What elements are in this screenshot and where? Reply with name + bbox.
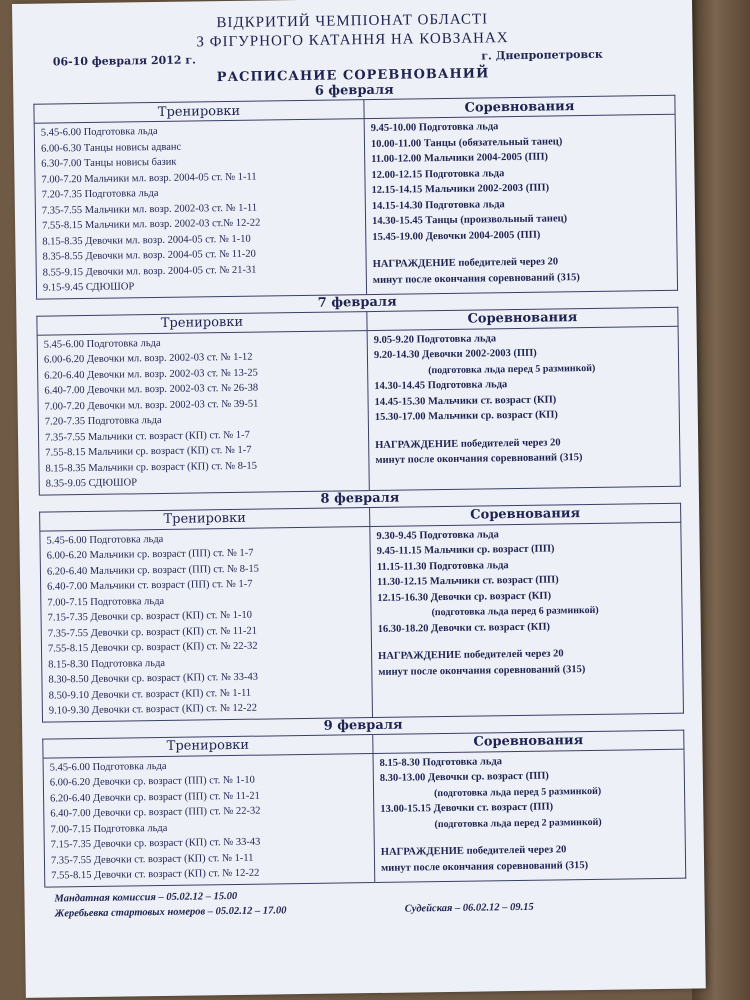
day-block <box>39 486 684 722</box>
training-item: 8.30-8.50 Девочки ср. возраст (КП) ст. № 33-43 <box>48 671 259 686</box>
event-dates: 06-10 февраля 2012 г. <box>52 53 197 69</box>
training-item: 7.35-7.55 Мальчики ст. возраст (КП) ст. № 1-7 <box>44 429 250 444</box>
competition-item: 11.15-11.30 Подготовка льда <box>376 559 509 573</box>
training-item: 7.35-7.55 Девочки ср. возраст (КП) ст. № 11-21 <box>47 625 258 640</box>
training-item: 6.40-7.00 Девочки мл. возр. 2002-03 ст. № 26-38 <box>44 382 259 397</box>
award-line-2: минут после окончания соревнований (315) <box>372 271 580 286</box>
footer-judges: Судейская – 06.02.12 – 09.15 <box>404 901 534 915</box>
training-item: 6.00-6.20 Девочки ср. возраст (ПП) ст. № 1-10 <box>49 774 255 789</box>
competitions-header: Соревнования <box>373 730 684 753</box>
training-item: 5.45-6.00 Подготовка льда <box>40 125 158 139</box>
day-title: 7 февраля <box>317 294 397 311</box>
competition-list <box>370 522 684 717</box>
training-item: 9.10-9.30 Девочки ст. возраст (КП) ст. № 12-22 <box>48 702 258 717</box>
competition-item: 10.00-11.00 Танцы (обязательный танец) <box>370 135 563 150</box>
competition-item: 9.05-9.20 Подготовка льда <box>373 332 497 346</box>
day-block <box>33 79 678 299</box>
training-item: 7.20-7.35 Подготовка льда <box>41 187 159 201</box>
award-note <box>381 841 681 876</box>
day-title: 8 февраля <box>320 490 400 507</box>
training-item: 7.55-8.15 Мальчики мл. возр. 2002-03 ст.№ 12-22 <box>42 217 261 232</box>
training-item: 7.35-7.55 Девочки ст. возраст (КП) ст. № 1-11 <box>50 852 254 867</box>
training-item: 6.00-6.30 Танцы новисы адванс <box>40 141 182 155</box>
competition-item: 15.45-19.00 Девочки 2004-2005 (ПП) <box>372 229 541 243</box>
day-table <box>33 95 678 299</box>
training-item: 6.40-7.00 Девочки ср. возраст (ПП) ст. № 22-32 <box>50 805 261 820</box>
day-block <box>36 290 681 495</box>
training-item: 8.35-8.55 Девочки мл. возр. 2004-05 ст. № 11-20 <box>42 248 256 263</box>
footer <box>54 882 684 921</box>
training-list <box>34 119 366 299</box>
training-header: Тренировки <box>34 100 364 124</box>
training-item: 5.45-6.00 Подготовка льда <box>46 533 164 547</box>
schedule-sheet <box>12 0 706 998</box>
competitions-header: Соревнования <box>367 307 678 330</box>
training-item: 7.15-7.35 Девочки ср. возраст (КП) ст. № 33-43 <box>50 836 261 851</box>
footer-mandate: Мандатная комиссия – 05.02.12 – 15.00 <box>54 890 238 904</box>
training-item: 9.15-9.45 СДЮШОР <box>42 281 135 294</box>
competition-item: 11.30-12.15 Мальчики ст. возраст (ПП) <box>377 574 559 588</box>
award-line-1: НАГРАЖДЕНИЕ победителей через 20 <box>372 256 559 270</box>
competition-item: 12.15-14.15 Мальчики 2002-2003 (ПП) <box>371 182 550 196</box>
day-table <box>39 502 684 722</box>
competition-list <box>367 326 680 490</box>
training-item: 8.50-9.10 Девочки ст. возраст (КП) ст. № 1-11 <box>48 687 252 702</box>
day-table <box>42 729 686 887</box>
training-item: 6.30-7.00 Танцы новисы базик <box>41 156 177 170</box>
training-item: 6.00-6.20 Мальчики ср. возраст (ПП) ст. № 1-7 <box>46 547 254 562</box>
award-line-2: минут после окончания соревнований (315) <box>381 859 589 874</box>
competition-item: 15.30-17.00 Мальчики ср. возраст (КП) <box>374 409 558 423</box>
training-item: 7.35-7.55 Мальчики мл. возр. 2002-03 ст. № 1-11 <box>41 202 258 217</box>
training-item: 7.55-8.15 Мальчики ср. возраст (КП) ст. № 1-7 <box>45 444 252 459</box>
training-header: Тренировки <box>43 734 373 758</box>
award-note <box>373 253 673 288</box>
training-item: 7.00-7.20 Мальчики мл. возр. 2004-05 ст. № 1-11 <box>41 171 257 186</box>
award-line-1: НАГРАЖДЕНИЕ победителей через 20 <box>375 436 561 451</box>
competition-item: 8.30-13.00 Девочки ср. возраст (ПП) <box>379 770 549 784</box>
training-item: 8.15-8.35 Мальчики ср. возраст (КП) ст. № 8-15 <box>45 460 258 475</box>
training-item: 7.15-7.35 Девочки ср. возраст (КП) ст. № 1-10 <box>47 609 252 624</box>
title-line-2: З ФІГУРНОГО КАТАННЯ НА КОВЗАНАХ <box>196 30 509 51</box>
competition-item: 13.00-15.15 Девочки ст. возраст (ПП) <box>380 801 554 815</box>
training-item: 6.20-6.40 Девочки мл. возр. 2002-03 ст. № 13-25 <box>44 367 258 382</box>
training-item: 7.55-8.15 Девочки ср. возраст (КП) ст. № 22-32 <box>47 640 258 655</box>
training-list <box>37 330 369 495</box>
training-header: Тренировки <box>40 507 370 531</box>
training-item: 7.20-7.35 Подготовка льда <box>44 414 162 428</box>
training-header: Тренировки <box>37 311 367 335</box>
competition-item: 8.15-8.30 Подготовка льда <box>379 755 503 769</box>
competition-item: (подготовка льда перед 2 разминкой) <box>434 816 602 830</box>
competition-item: 9.20-14.30 Девочки 2002-2003 (ПП) <box>373 347 537 361</box>
day-title: 6 февраля <box>314 82 394 99</box>
days-container <box>13 78 704 887</box>
training-item: 8.55-9.15 Девочки мл. возр. 2004-05 ст. № 21-31 <box>42 264 257 279</box>
competition-item: 9.45-10.00 Подготовка льда <box>370 121 499 135</box>
training-item: 6.00-6.20 Девочки мл. возр. 2002-03 ст. № 1-12 <box>43 351 253 366</box>
competition-list <box>364 114 677 294</box>
day-block <box>42 713 686 887</box>
training-item: 8.35-9.05 СДЮШОР <box>45 477 138 490</box>
training-list <box>40 526 373 722</box>
competition-item: 16.30-18.20 Девочки ст. возраст (КП) <box>377 621 551 635</box>
event-city: г. Днепропетровск <box>481 47 603 63</box>
training-item: 7.00-7.20 Девочки мл. возр. 2002-03 ст. № 39-51 <box>44 398 259 413</box>
competition-item: 14.45-15.30 Мальчики ст. возраст (КП) <box>374 393 557 408</box>
training-item: 6.20-6.40 Мальчики ср. возраст (ПП) ст. № 8-15 <box>46 563 260 578</box>
competition-item: 9.30-9.45 Подготовка льда <box>376 528 499 542</box>
training-item: 5.45-6.00 Подготовка льда <box>49 760 167 774</box>
competition-item: (подготовка льда перед 5 разминкой) <box>428 362 596 376</box>
training-list <box>43 753 375 887</box>
training-item: 7.00-7.15 Подготовка льда <box>47 595 165 609</box>
award-note <box>378 645 678 680</box>
training-item: 6.20-6.40 Девочки ср. возраст (ПП) ст. № 11-21 <box>50 790 260 805</box>
competition-item: 14.15-14.30 Подготовка льда <box>371 198 505 212</box>
training-item: 6.40-7.00 Мальчики ст. возраст (ПП) ст. № 1-7 <box>47 578 253 593</box>
day-title: 9 февраля <box>323 717 403 734</box>
competition-item: (подготовка льда перед 6 разминкой) <box>431 604 599 619</box>
award-line-2: минут после окончания соревнований (315) <box>375 452 583 466</box>
award-note <box>375 433 675 468</box>
competition-item: 14.30-15.45 Танцы (произвольный танец) <box>371 213 568 227</box>
competition-item: 12.15-16.30 Девочки ср. возраст (КП) <box>377 590 552 604</box>
award-line-1: НАГРАЖДЕНИЕ победителей через 20 <box>378 648 564 662</box>
competitions-header: Соревнования <box>364 95 675 118</box>
competition-item: 11.00-12.00 Мальчики 2004-2005 (ПП) <box>371 151 549 165</box>
competition-item: 12.00-12.15 Подготовка льда <box>371 167 505 181</box>
competition-item: 9.45-11.15 Мальчики ср. возраст (ПП) <box>376 543 555 557</box>
training-item: 8.15-8.35 Девочки мл. возр. 2004-05 ст. № 1-10 <box>42 233 251 248</box>
competitions-header: Соревнования <box>370 503 681 526</box>
title-line-1: ВІДКРИТИЙ ЧЕМПІОНАТ ОБЛАСТІ <box>216 11 489 32</box>
competition-item: (подготовка льда перед 5 разминкой) <box>433 785 602 799</box>
training-item: 8.15-8.30 Подготовка льда <box>48 657 166 671</box>
training-item: 7.55-8.15 Девочки ст. возраст (КП) ст. № 12-22 <box>51 867 260 882</box>
award-line-2: минут после окончания соревнований (315) <box>378 663 586 678</box>
competition-list <box>373 749 686 882</box>
training-item: 7.00-7.15 Подготовка льда <box>50 822 168 836</box>
competition-item: 14.30-14.45 Подготовка льда <box>374 379 508 392</box>
day-table <box>36 306 680 495</box>
schedule-title: РАСПИСАНИЕ СОРЕВНОВАНИЙ <box>216 66 490 86</box>
training-item: 5.45-6.00 Подготовка льда <box>43 337 161 351</box>
footer-draw: Жеребьевка стартовых номеров – 05.02.12 – 17.00 <box>54 904 287 919</box>
award-line-1: НАГРАЖДЕНИЕ победителей через 20 <box>380 844 567 858</box>
